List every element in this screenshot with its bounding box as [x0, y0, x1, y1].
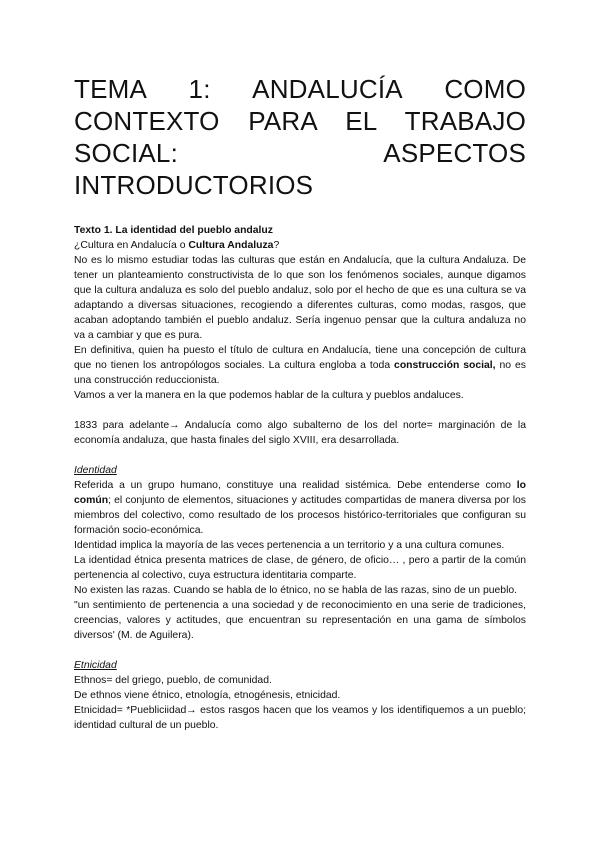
identidad-p1-bold: lo común: [74, 480, 526, 506]
identidad-p1-pre: Referida a un grupo humano, constituye una realidad sistémica. Debe entenderse como: [74, 480, 517, 491]
title-line-2: CONTEXTO PARA EL TRABAJO: [74, 106, 526, 136]
text1-paragraph-1: No es lo mismo estudiar todas las culturas que están en Andalucía, que la cultura Andaluza. De tener un planteamiento constructivista de lo que son los fenómenos sociales, aunque digamos que la cultura andaluza es solo del pueblo andaluz, solo por el hecho de que es una cultura se va adaptando a diversas situaciones, recogiendo a diferentes culturas, como modas, rasgos, que acaban adoptando también el pueblo andaluz. Sería ingenuo pensar que la cultura andaluza no va a cambiar y que es pura.: [74, 255, 526, 341]
document-body: [74, 223, 526, 733]
identidad-paragraph-1: [74, 478, 526, 538]
text1-question-post: ?: [273, 240, 280, 251]
title-line-1: TEMA 1: ANDALUCÍA COMO: [74, 74, 526, 104]
identidad-paragraph-2: Identidad implica la mayoría de las veces pertenencia a un territorio y a una cultura comunes.: [74, 540, 505, 551]
etnicidad-paragraph-2: De ethnos viene étnico, etnología, etnogénesis, etnicidad.: [74, 690, 341, 701]
etnicidad-heading: Etnicidad: [74, 660, 117, 671]
etnicidad-paragraph-1: Ethnos= del griego, pueblo, de comunidad.: [74, 675, 272, 686]
identidad-paragraph-3: La identidad étnica presenta matrices de clase, de género, de oficio… , pero a partir de la común pertenencia al colectivo, cuya estructura identitaria comparte.: [74, 555, 526, 581]
text1-p2-pre: En definitiva, quien ha puesto el título de cultura en Andalucía, tiene una concepción de cultura que no tienen los antropólogos sociales. La cultura engloba a toda: [74, 345, 526, 371]
spacer: [74, 403, 526, 418]
etnicidad-paragraph-3: Etnicidad= *Puebliciidad→ estos rasgos hacen que los veamos y los identifiquemos a un pueblo; identidad cultural de un pueblo.: [74, 705, 526, 731]
text1-question-pre: ¿Cultura en Andalucía o: [74, 240, 189, 251]
identidad-p1-post: ; el conjunto de elementos, situaciones y actitudes compartidas de manera diversa por los miembros del colectivo, como resultado de los procesos histórico-territoriales que configuran su formación socio-económica.: [74, 495, 526, 536]
identidad-paragraph-5: "un sentimiento de pertenencia a una sociedad y de reconocimiento en una serie de tradiciones, creencias, valores y actitudes, que encuentran su representación en una gama de símbolos diversos' (M. de Aguilera).: [74, 600, 526, 641]
identidad-heading: Identidad: [74, 465, 117, 476]
text1-p2-post: no es una construcción reduccionista.: [74, 360, 526, 386]
spacer: [74, 448, 526, 463]
spacer: [74, 643, 526, 658]
text1-paragraph-4: 1833 para adelante→ Andalucía como algo subalterno de los del norte= marginación de la economía andaluza, que hasta finales del siglo XVIII, era desarrollada.: [74, 420, 526, 446]
text1-heading: Texto 1. La identidad del pueblo andaluz: [74, 225, 273, 236]
text1-p2-bold: construcción social,: [394, 360, 496, 371]
text1-paragraph-3: Vamos a ver la manera en la que podemos hablar de la cultura y pueblos andaluces.: [74, 390, 464, 401]
text1-question: [74, 238, 526, 253]
page-title: [74, 73, 526, 201]
text1-paragraph-2: [74, 343, 526, 388]
title-line-4: INTRODUCTORIOS: [74, 170, 314, 200]
identidad-paragraph-4: No existen las razas. Cuando se habla de lo étnico, no se habla de las razas, sino de un pueblo.: [74, 585, 518, 596]
title-line-3: SOCIAL: ASPECTOS: [74, 138, 526, 168]
text1-question-bold: Cultura Andaluza: [188, 240, 274, 251]
